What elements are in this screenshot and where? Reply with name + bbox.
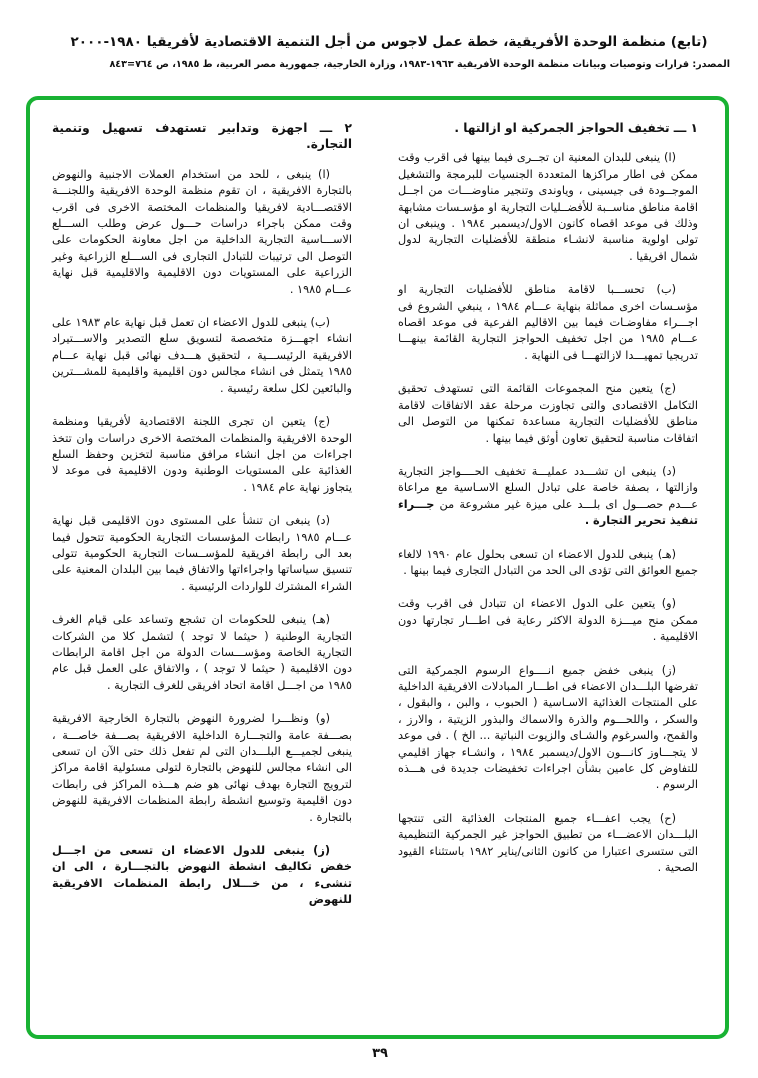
paragraph-1b: (ب) تحســـبا لاقامة مناطق للأفضليات التجارية او مؤسـسات اخرى مماثلة بنهاية عـــام ١٩٨٤ ، ينبغي الشروع فى اجـــراء مفاوضـات فيما بين الاقاليم الفرعية فى موعد اقصاه عـــام ١٩٨٥ من اجل تخفيف الحواجز التجارية القائمة بينهـــا تدريجيا تمهيـــدا لازالتهـــا فى النهاية . <box>398 283 699 362</box>
paragraph-2e: (هـ) ينبغى للحكومات ان تشجع وتساعد على قيام الغرف التجارية الوطنية ( حيثما لا توجد ) لتشمل كلا من الشركات التجارية الخاصة ومؤســـسات الدولة من اجل اقامة الرابطات دون الاقليمية ( حيثما لا توجد ) ، والاتفاق على العمل قبل عام ١٩٨٥ من اجـــل اقامة اتحاد افريقى للغرف التجارية . <box>52 613 352 692</box>
paragraph-2c: (ج) يتعين ان تجرى اللجنة الاقتصادية لأفريقيا ومنظمة الوحدة الافريقية والمنظمات المختصة الاخرى دراسات وان تتخذ اجراءات من اجل انشاء مرافق مناسبة لتخزين وحفظ السلع الغذائية على المستويات الوطنية ودون الاقليمية فى موعد لا يتجاوز نهاية عام ١٩٨٤ . <box>52 415 352 494</box>
right-column <box>398 120 698 893</box>
left-column <box>52 120 352 926</box>
paragraph-2b: (ب) ينبغى للدول الاعضاء ان تعمل قبل نهاية عام ١٩٨٣ على انشاء اجهـــزة متخصصة لتسويق سلع التصدير والاســـتيراد الافريقية الرئيســـية ، لتحقيق هـــدف نهائى قبل نهاية عـــام ١٩٨٥ يتمثل فى انشاء مجالس دون اقليمية واقليمية للمشـــترين والبائعين لكل سلعة رئيسية . <box>52 316 352 395</box>
paragraph-1e: (هـ) ينبغى للدول الاعضاء ان تسعى بحلول عام ١٩٩٠ لالغاء جميع العوائق التى تؤدى الى الحد من التبادل التجارى فيما بينها . <box>398 547 698 577</box>
paragraph-1h: (ح) يجب اعفـــاء جميع المنتجات الغذائية التى تنتجها البلـــدان الاعضـــاء من تطبيق الحواجز غير الجمركية التنظيمية التى ستسرى اعتبارا من كانون الثانى/يناير ١٩٨٢ باستثناء القيود الصحية . <box>398 811 698 875</box>
source-citation: المصدر: قرارات وتوصيات وبيانات منظمة الوحدة الأفريقية ١٩٦٣-١٩٨٣، وزارة الخارجية، جمهورية مصر العربية، ط ١٩٨٥، ص ٧٦٤=٨٤٣ <box>109 59 730 70</box>
paragraph-1g: (ز) ينبغى خفض جميع انــــواع الرسوم الجمركية التى تفرضها البلـــدان الاعضاء فى اطـــار المبادلات الافريقية الداخلية على المنتجات الغذائية الاسـاسية ( الحبوب ، والبن ، والبقول ، والسكر ، واللحـــوم والذرة والاسماك والبذور الزيتية ، والارز ، والقمح، والسرغوم والشـاى والزيوت النباتية ... الخ ) . فى موعد لا يتجـــاوز كانـــون الاول/ديسمبر ١٩٨٤ ، وانشـاء جهاز اقليمي للتفاوض كل عامين بشأن اجراءات تخفيضات جديدة فى هـــذه الرسوم . <box>398 663 698 792</box>
paragraph-1c: (ج) يتعين منح المجموعات القائمة التى تستهدف تحقيق التكامل الاقتصادى والتى تجاوزت مرحلة عقد الاتفاقات لاقامة مناطق للأفضليات التجارية مساعدة تمكنها من التوصل الى اتفاقات مناسبة لتحقيق تعاون أوثق فيما بينها . <box>398 382 698 445</box>
emphasized-phrase: جـــراء تنفيذ تحرير التجارة . <box>398 497 698 528</box>
page-number: ٣٩ <box>372 1046 388 1061</box>
paragraph-1f: (و) يتعين على الدول الاعضاء ان تتبادل فى اقرب وقت ممكن منح ميـــزة الدولة الاكثر رعاية فى اطـــار تجارتها دون الاقليمية . <box>398 597 698 644</box>
section-heading-2: ٢ ـــ اجهزة وتدابير تستهدف تسهيل وتنمية التجارة. <box>52 121 352 152</box>
paragraph-2f: (و) ونظـــرا لضرورة النهوض بالتجارة الخارجية الافريقية بصـــفة عامة والتجـــارة الداخلية الافريقية بصـــفة خاصـــة ، ينبغى لجميـــع البلـــدان التى لم تفعل ذلك حتى الآن ان تسعى الى انشاء مجالس للنهوض بالتجارة لتولى مسئولية اقامة مراكز لترويج التجارة بهدف نهائى هو ضم هـــذه المراكز فى رابطات دون اقليمية وتوسيع انشطة رابطة المنظمات الافريقية للنهوض بالتجارة . <box>52 712 352 824</box>
paragraph-2d: (د) ينبغى ان تنشأ على المستوى دون الاقليمى قبل نهاية عـــام ١٩٨٥ رابطات المؤسسات التجارية الحكومية تتحول فيما بعد الى رابطة افريقية للمؤســسات التجارية الحكومية تتولى تنسيق سياساتها واجراءاتها والاتفاق فيما بين البلدان المعنية على الشراء المشترك للواردات الرئيسية . <box>52 514 353 593</box>
section-heading-1: ١ ـــ تخفيف الحواجز الجمركية او ازالتها . <box>454 121 698 135</box>
document-title: (تابع) منظمة الوحدة الأفريقية، خطة عمل لاجوس من أجل التنمية الاقتصادية لأفريقيا ١٩٨٠-٢٠٠٠ <box>70 34 708 50</box>
paragraph-2a: (ا) ينبغى ، للحد من استخدام العملات الاجنبية والنهوض بالتجارة الافريقية ، ان تقوم منظمة الوحدة الافريقية واللجنـــة الاقتصـــادية لافريقيا والمنظمات المختصة الاخرى فى اقرب وقت ممكن باجراء دراسات حـــول عرض وطلب الســـلع الاســـاسية التجارية الداخلية من اجل معاونة الحكومات على التوصل الى ترتيبات للتبادل التجارى فى الســـلع الزراعية وغير الزراعية على المستويات دون الاقليمية والاقليمية قبل نهاية عـــام ١٩٨٥ . <box>52 167 352 296</box>
paragraph-1d: (د) ينبغى ان تشـــدد عمليـــة تخفيف الحــــواجز التجارية وازالتها ، بصفة خاصة على تبادل السلع الاسـاسية مع مراعاة عـــدم حصـــول اى بلـــد على ميزة غير مشروعة من جـــراء تنفيذ تحرير التجارة . <box>398 464 698 528</box>
paragraph-2g: (ز) ينبغى للدول الاعضاء ان تسعى من اجـــل خفض تكاليف انشطة النهوض بالتجـــارة ، الى ان تنشىء ، من خـــلال رابطة المنظمات الافريقية للنهوض <box>52 844 352 907</box>
paragraph-1a: (ا) ينبغى للبدان المعنية ان تجــرى فيما بينها فى اقرب وقت ممكن فى اطار مراكزها المتعددة الجنسيات للبرمجة والتشغيل الموجــودة فى جيسينى ، وياوندى وتنجير مناوضـــات من اجــل اقامة مناطق مناســبة للأفضــليات التجارية او مؤسـسات مشابهة وذلك فى موعد اقصاه كانون الاول/ديسمبر ١٩٨٤ . وينبغى ان تولى اولوية مناسبة لانشـاء منطقة للأفضليات التجارية لدول شمال افريقيا . <box>398 151 698 263</box>
